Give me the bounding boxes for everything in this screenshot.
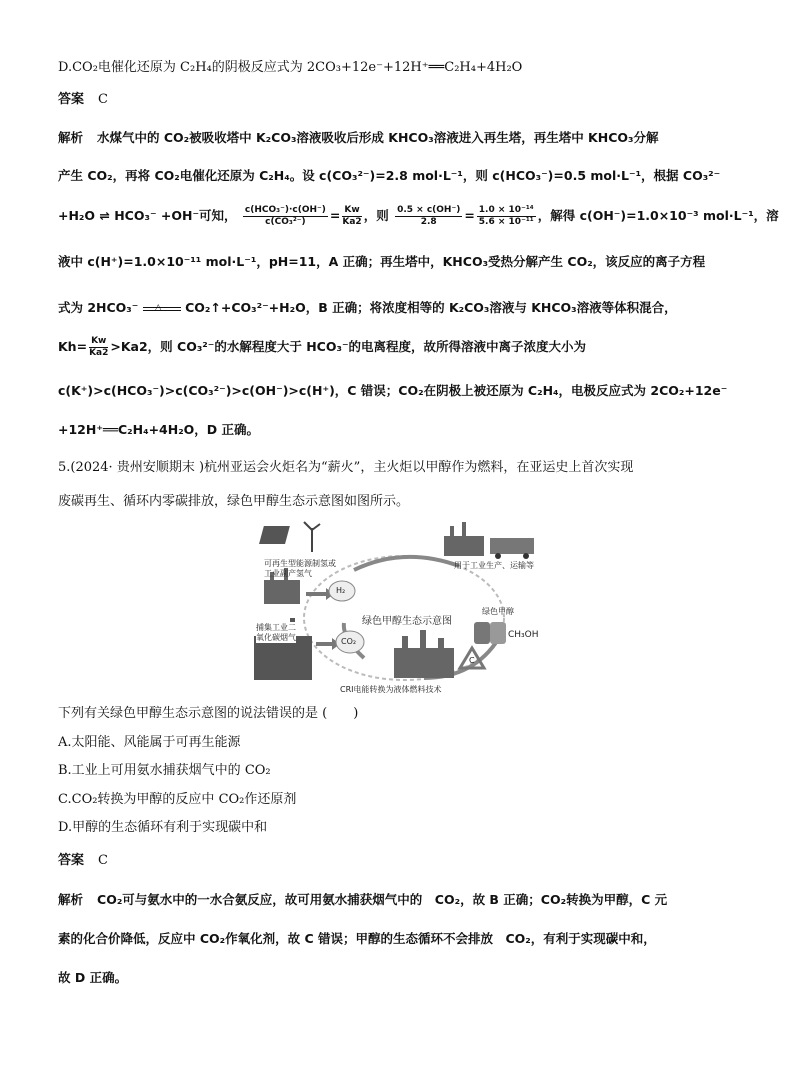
hydrolysis-text: >Ka2，则 CO₃²⁻的水解程度大于 HCO₃⁻的电离程度，故所得溶液中离子浓度大小为 <box>110 339 587 354</box>
capture-label: 捕集工业二 <box>256 623 296 632</box>
q4-analysis-line1 <box>58 128 734 148</box>
q4-analysis-line7: c(K⁺)>c(HCO₃⁻)>c(CO₃²⁻)>c(OH⁻)>c(H⁺)，C 错误；CO₂在阴极上被还原为 C₂H₄，电极反应式为 2CO₂+12e⁻ <box>58 383 728 398</box>
kh-text: Kh= <box>58 339 88 354</box>
q5-analysis-line1 <box>58 890 734 910</box>
q5-stem-line1: 5.(2024· 贵州安顺期末 )杭州亚运会火炬名为“薪火”，主火炬以甲醇作为燃料，在亚运史上首次实现 <box>58 460 634 475</box>
fraction <box>243 205 328 228</box>
fraction <box>342 205 361 228</box>
solar-panel-icon <box>259 526 290 544</box>
industry-icon <box>444 536 484 556</box>
frac-den: 5.6 × 10⁻¹¹ <box>478 217 534 227</box>
truck-icon <box>490 538 534 554</box>
heat-symbol: △ <box>154 302 162 313</box>
c-label: C <box>469 656 475 665</box>
green-methanol-label: 绿色甲醇 <box>482 607 514 616</box>
h2-label: H₂ <box>336 586 346 595</box>
q5-analysis-line3: 故 D 正确。 <box>58 970 128 985</box>
center-label: 绿色甲醇生态示意图 <box>362 616 452 627</box>
q5-stem-line2: 废碳再生、循环内零碳排放，绿色甲醇生态示意图如图所示。 <box>58 494 410 509</box>
fraction <box>477 205 536 228</box>
capture-label-2: 氧化碳烟气 <box>256 633 296 642</box>
frac-num: Kw <box>342 205 361 217</box>
frac-num: c(HCO₃⁻)·c(OH⁻) <box>244 205 326 215</box>
factory-icon <box>264 580 300 604</box>
analysis-label: 解析 <box>58 130 84 145</box>
renew-label-2: 工业副产氢气 <box>264 569 312 578</box>
q4-analysis-line6 <box>58 336 734 359</box>
co2-label: CO₂ <box>341 637 357 646</box>
q4-analysis-line5 <box>58 298 734 318</box>
equation-left: 式为 2HCO₃⁻ <box>58 300 139 315</box>
q5-option-b: B.工业上可用氨水捕获烟气中的 CO₂ <box>58 763 271 778</box>
answer-label: 答案 <box>58 92 85 107</box>
q5-question: 下列有关绿色甲醇生态示意图的说法错误的是 ( ) <box>58 706 359 721</box>
answer-value: C <box>98 92 108 107</box>
analysis-label: 解析 <box>58 892 84 907</box>
solve-text: ，解得 c(OH⁻)=1.0×10⁻³ mol·L⁻¹，溶 <box>537 208 779 223</box>
analysis-text: 水煤气中的 CO₂被吸收塔中 K₂CO₃溶液吸收后形成 KHCO₃溶液进入再生塔，再生塔中 KHCO₃分解 <box>97 130 659 145</box>
fraction <box>395 205 462 228</box>
q5-option-a: A.太阳能、风能属于可再生能源 <box>58 735 241 750</box>
frac-num: Kw <box>89 336 108 348</box>
q4-answer-row <box>58 90 734 110</box>
answer-value: C <box>98 853 108 868</box>
frac-den: Ka2 <box>342 217 362 227</box>
frac-num: 0.5 × c(OH⁻) <box>397 205 461 215</box>
barrel-icon <box>474 622 490 644</box>
answer-label: 答案 <box>58 853 85 868</box>
then-text: ，则 <box>363 208 389 223</box>
q5-option-d: D.甲醇的生态循环有利于实现碳中和 <box>58 820 268 835</box>
q4-analysis-line4: 液中 c(H⁺)=1.0×10⁻¹¹ mol·L⁻¹，pH=11，A 正确；再生塔中，KHCO₃受热分解产生 CO₂，该反应的离子方程 <box>58 254 706 269</box>
cri-label: CRI电能转换为液体燃料技术 <box>340 685 442 694</box>
frac-num: 1.0 × 10⁻¹⁴ <box>478 205 534 215</box>
heat-equals-sign <box>143 304 181 314</box>
green-methanol-diagram <box>244 518 554 698</box>
barrel-icon <box>490 622 506 644</box>
renew-label: 可再生型能源制氢或 <box>264 559 336 568</box>
analysis-text: CO₂可与氨水中的一水合氨反应，故可用氨水捕获烟气中的 CO₂，故 B 正确；CO₂转换为甲醇，C 元 <box>97 892 668 907</box>
q5-answer-row <box>58 851 734 871</box>
frac-den: c(CO₃²⁻) <box>265 217 306 227</box>
equilibrium-text: +H₂O ⇌ HCO₃⁻ +OH⁻可知， <box>58 208 237 223</box>
use-label: 用于工业生产、运输等 <box>454 561 534 570</box>
q4-analysis-line8: +12H⁺══C₂H₄+4H₂O，D 正确。 <box>58 422 260 437</box>
cri-plant-icon <box>394 648 454 678</box>
q5-analysis-line2: 素的化合价降低，反应中 CO₂作氧化剂，故 C 错误；甲醇的生态循环不会排放 CO₂，有利于实现碳中和， <box>58 931 656 946</box>
fraction <box>89 336 108 359</box>
q4-option-d: D.CO₂电催化还原为 C₂H₄的阴极反应式为 2CO₃+12e⁻+12H⁺══C₂H₄+4H₂O <box>58 60 523 75</box>
q4-analysis-line2: 产生 CO₂，再将 CO₂电催化还原为 C₂H₄。设 c(CO₃²⁻)=2.8 mol·L⁻¹，则 c(HCO₃⁻)=0.5 mol·L⁻¹，根据 CO₃²⁻ <box>58 168 721 183</box>
ch3oh-label: CH₃OH <box>508 630 539 640</box>
frac-den: 2.8 <box>420 217 437 227</box>
equation-right: CO₂↑+CO₃²⁻+H₂O，B 正确；将浓度相等的 K₂CO₃溶液与 KHCO₃溶液等体积混合， <box>185 300 677 315</box>
q5-option-c: C.CO₂转换为甲醇的反应中 CO₂作还原剂 <box>58 792 297 807</box>
frac-den: Ka2 <box>89 348 109 358</box>
q4-analysis-line3: +H₂O ⇌ HCO₃⁻ +OH⁻可知， $\frac{\text{c(HCO₃⁻)·c(OH⁻)}}{\text{c(CO₃²⁻)}}$ = $\frac{Kw}{Ka2}$ ，则 $\frac{0.5 \times c(OH^-)}{2.8}$ = $\frac{\text{1.0 × 10⁻¹⁴}}{\text{5.6 × 10⁻¹¹}}$ ，解得 c(OH⁻)=1.0×10⁻³ mol·L⁻¹，溶 <box>58 205 779 227</box>
